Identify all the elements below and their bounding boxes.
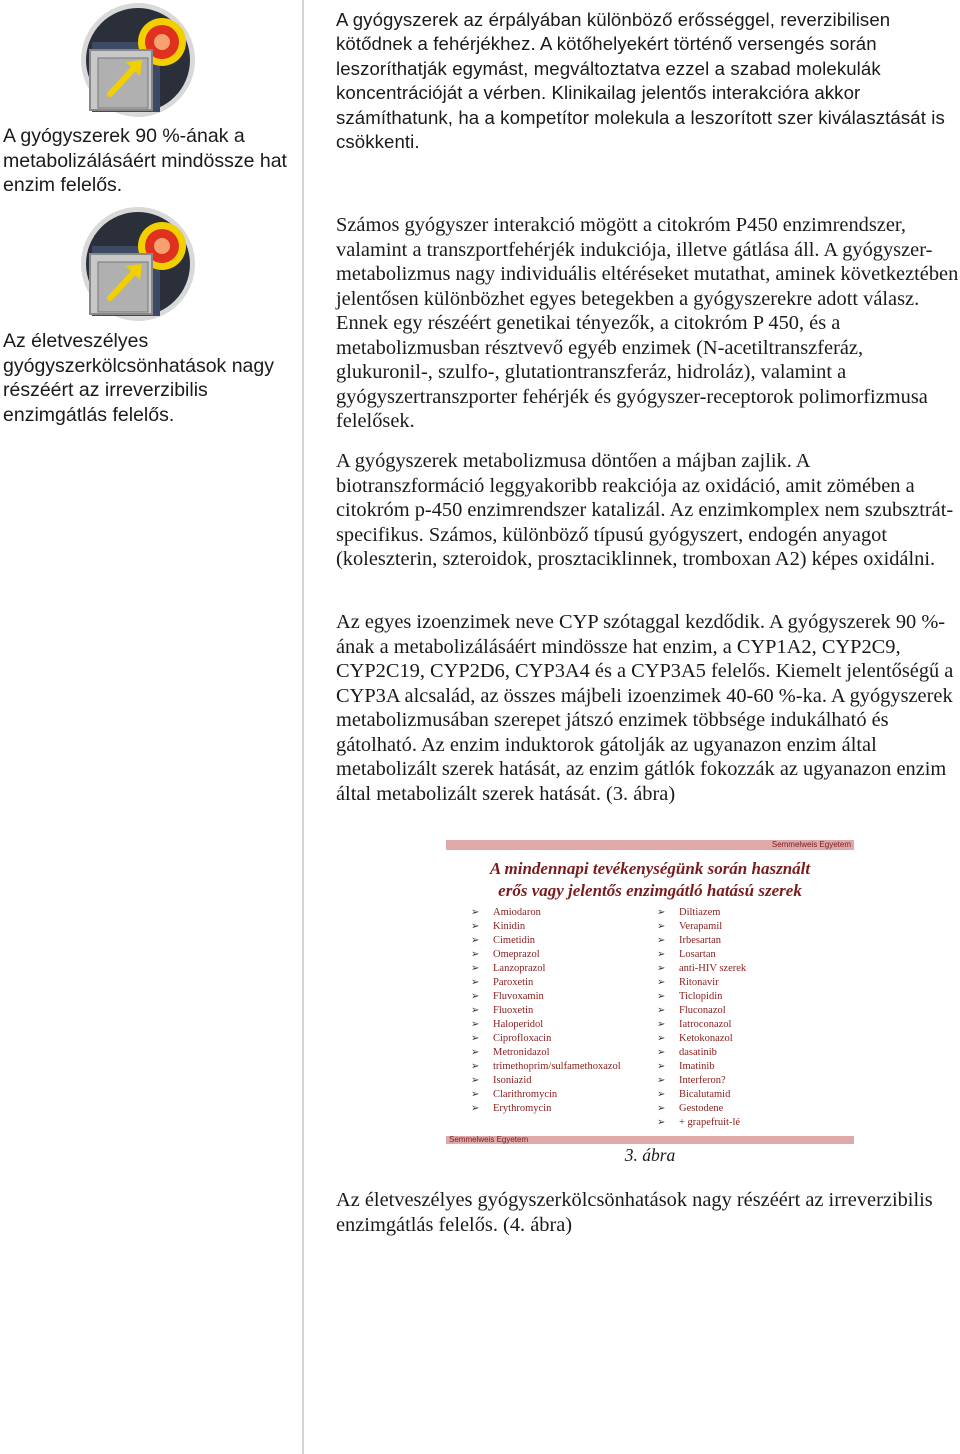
figure-list-right xyxy=(657,906,746,1130)
bullet-arrow-icon: ➢ xyxy=(471,1089,480,1100)
figure-list-item xyxy=(657,1102,746,1116)
paragraph-cyp-isoenzymes: Az egyes izoenzimek neve CYP szótaggal kezdődik. A gyógyszerek 90 %-ának a metabolizálásáért mindössze hat enzim, a CYP1A2, CYP2C9, CYP2C19, CYP2D6, CYP3A4 és a CYP3A5 felelős. Kiemelt jelentőségű a CYP3A alcsalád, az összes májbeli izoenzimek 40-60 %-ka. A gyógyszerek metabolizmusában szerepet játszó enzimek többsége indukálható és gátolható. Az enzim induktorok gátolják az ugyanazon enzim által metabolizált szerek hatását, az enzim gátlók fokozzák az ugyanazon enzim által metabolizált szerek hatását. (3. ábra) xyxy=(336,611,954,805)
figure-list-item xyxy=(471,920,621,934)
bullet-arrow-icon: ➢ xyxy=(657,1117,666,1128)
figure-list-item-label: Ritonavir xyxy=(679,977,719,988)
figure-list-item-label: Ketokonazol xyxy=(679,1033,733,1044)
figure-list-item xyxy=(657,1060,746,1074)
figure-list-item xyxy=(471,1074,621,1088)
figure-title-line-2: erős vagy jelentős enzimgátló hatású szerek xyxy=(498,881,802,900)
bullet-arrow-icon: ➢ xyxy=(657,977,666,988)
figure-list-item xyxy=(471,962,621,976)
figure-list-item xyxy=(471,976,621,990)
figure-list-item-label: Imatinib xyxy=(679,1061,715,1072)
bullet-arrow-icon: ➢ xyxy=(471,1075,480,1086)
figure-list-item xyxy=(657,1032,746,1046)
figure-list-item xyxy=(471,1088,621,1102)
figure-list-item xyxy=(657,906,746,920)
bullet-arrow-icon: ➢ xyxy=(471,1033,480,1044)
figure-list-item-label: Omeprazol xyxy=(493,949,540,960)
figure-list-item xyxy=(657,1018,746,1032)
figure-list-item-label: Isoniazid xyxy=(493,1075,532,1086)
bullet-arrow-icon: ➢ xyxy=(657,935,666,946)
figure-list-item-label: Interferon? xyxy=(679,1075,726,1086)
figure-list-item-label: Cimetidin xyxy=(493,935,535,946)
bullet-arrow-icon: ➢ xyxy=(657,963,666,974)
figure-list-item-label: Haloperidol xyxy=(493,1019,544,1030)
bullet-arrow-icon: ➢ xyxy=(471,963,480,974)
figure-enzyme-inhibitors xyxy=(446,838,854,1148)
figure-list-item-label: Fluoxetin xyxy=(493,1005,534,1016)
figure-list-item-label: Ticlopidin xyxy=(679,991,723,1002)
figure-list-item xyxy=(657,1004,746,1018)
column-divider xyxy=(302,0,304,1454)
paragraph-protein-binding: A gyógyszerek az érpályában különböző erősséggel, reverzibilisen kötődnek a fehérjékhez. A kötőhelyekért történő versengés során leszoríthatják egymást, megváltoztatva ezzel a szabad molekulák koncentrációját a vérben. Klinikailag jelentős interakcióra akkor számíthatunk, ha a kompetítor molekula a leszorított szer kiválasztását is csökkenti. xyxy=(336,9,945,153)
bullet-arrow-icon: ➢ xyxy=(657,1061,666,1072)
figure-list-item-label: Amiodaron xyxy=(493,907,541,918)
bullet-arrow-icon: ➢ xyxy=(657,921,666,932)
figure-list-item-label: Clarithromycin xyxy=(493,1089,558,1100)
paragraph-irreversible-inhibition: Az életveszélyes gyógyszerkölcsönhatások nagy részéért az irreverzibilis enzimgátlás felelős. (4. ábra) xyxy=(336,1189,933,1236)
bullet-arrow-icon: ➢ xyxy=(471,949,480,960)
figure-list-item xyxy=(657,1088,746,1102)
bullet-arrow-icon: ➢ xyxy=(471,921,480,932)
bullet-arrow-icon: ➢ xyxy=(657,1075,666,1086)
paragraph-liver-metabolism: A gyógyszerek metabolizmusa döntően a májban zajlik. A biotranszformáció leggyakoribb reakciója az oxidáció, amit zömében a citokróm p-450 enzimrendszer katalizál. Az enzimkomplex nem szubsztrát- specifikus. Számos, különböző típusú gyógyszert, endogén anyagot (koleszterin, szteroidok, prosztaciklinnek, tromboxan A2) képes oxidálni. xyxy=(336,450,954,570)
figure-list-item-label: Losartan xyxy=(679,949,716,960)
bullet-arrow-icon: ➢ xyxy=(657,1019,666,1030)
figure-list-item-label: Verapamil xyxy=(679,921,723,932)
bullet-arrow-icon: ➢ xyxy=(657,1089,666,1100)
figure-list-item-label: Ciprofloxacin xyxy=(493,1033,552,1044)
figure-list-item-label: anti-HIV szerek xyxy=(679,963,747,974)
bullet-arrow-icon: ➢ xyxy=(657,1103,666,1114)
bullet-arrow-icon: ➢ xyxy=(471,1103,480,1114)
bullet-arrow-icon: ➢ xyxy=(471,977,480,988)
figure-list-item xyxy=(657,1046,746,1060)
figure-list-item-label: trimethoprim/sulfamethoxazol xyxy=(493,1061,621,1072)
figure-list-item-label: dasatinib xyxy=(679,1047,717,1058)
figure-list-item xyxy=(471,990,621,1004)
figure-footer-label: Semmelweis Egyetem xyxy=(449,1135,529,1144)
figure-list-left xyxy=(471,906,621,1116)
figure-list-item xyxy=(657,920,746,934)
figure-list-item xyxy=(471,934,621,948)
figure-header-bar xyxy=(446,840,854,850)
margin-notes xyxy=(0,0,296,1454)
paragraph-p450-interactions: Számos gyógyszer interakció mögött a citokróm P450 enzimrendszer, valamint a transzportfehérjék indukciója, illetve gátlása áll. A gyógyszer-metabolizmus nagy individuális eltéréseket mutathat, aminek következtében jelentősen különbözhet egyes betegekben a gyógyszerekre adott válasz. Ennek egy részéért genetikai tényezők, a citokróm P 450, és a metabolizmusban résztvevő egyéb enzimek (N-acetiltranszferáz, glukuronil-, szulfo-, glutationtranszferáz, hidroláz), valamint a gyógyszertranszporter fehérjék és gyógyszer-receptorok polimorfizmusa felelősek. xyxy=(336,214,959,432)
figure-list-item xyxy=(471,1046,621,1060)
figure-list-item xyxy=(471,1102,621,1116)
figure-list-item-label: Fluvoxamin xyxy=(493,991,544,1002)
figure-list-item-label: Bicalutamid xyxy=(679,1089,731,1100)
figure-list-item xyxy=(657,976,746,990)
figure-caption: 3. ábra xyxy=(624,1145,676,1165)
figure-list-item-label: + grapefruit-lé xyxy=(679,1117,741,1128)
figure-list-item xyxy=(657,948,746,962)
figure-list-item xyxy=(657,934,746,948)
note-pin-icon xyxy=(80,206,196,322)
bullet-arrow-icon: ➢ xyxy=(657,949,666,960)
bullet-arrow-icon: ➢ xyxy=(471,1047,480,1058)
figure-list-item xyxy=(471,906,621,920)
bullet-arrow-icon: ➢ xyxy=(471,1005,480,1016)
figure-list-item xyxy=(657,990,746,1004)
bullet-arrow-icon: ➢ xyxy=(471,907,480,918)
bullet-arrow-icon: ➢ xyxy=(471,991,480,1002)
figure-title-line-1: A mindennapi tevékenységünk során használt xyxy=(489,859,811,878)
figure-title xyxy=(446,858,854,902)
bullet-arrow-icon: ➢ xyxy=(657,991,666,1002)
figure-list-item xyxy=(471,1018,621,1032)
bullet-arrow-icon: ➢ xyxy=(657,1033,666,1044)
side-note-2: Az életveszélyes gyógyszerkölcsönhatások nagy részéért az irreverzibilis enzimgátlás felelős. xyxy=(3,330,274,426)
bullet-arrow-icon: ➢ xyxy=(657,1047,666,1058)
figure-list-item-label: Iatroconazol xyxy=(679,1019,732,1030)
bullet-arrow-icon: ➢ xyxy=(471,1019,480,1030)
bullet-arrow-icon: ➢ xyxy=(471,1061,480,1072)
side-note-1: A gyógyszerek 90 %-ának a metabolizálásáért mindössze hat enzim felelős. xyxy=(3,125,287,196)
figure-list-item xyxy=(657,962,746,976)
figure-list-item-label: Diltiazem xyxy=(679,907,721,918)
figure-list-item xyxy=(471,1004,621,1018)
bullet-arrow-icon: ➢ xyxy=(471,935,480,946)
figure-list-item-label: Irbesartan xyxy=(679,935,721,946)
figure-list-item-label: Erythromycin xyxy=(493,1103,552,1114)
figure-list-item xyxy=(657,1074,746,1088)
figure-list-item xyxy=(471,1032,621,1046)
bullet-arrow-icon: ➢ xyxy=(657,907,666,918)
figure-list-item xyxy=(471,948,621,962)
figure-list-item-label: Kinidin xyxy=(493,921,526,932)
figure-list-item-label: Fluconazol xyxy=(679,1005,726,1016)
figure-list-item xyxy=(657,1116,746,1130)
figure-header-label: Semmelweis Egyetem xyxy=(771,840,851,849)
figure-footer-bar xyxy=(446,1136,854,1144)
figure-list-item-label: Lanzoprazol xyxy=(493,963,546,974)
figure-list-item xyxy=(471,1060,621,1074)
bullet-arrow-icon: ➢ xyxy=(657,1005,666,1016)
figure-list-item-label: Gestodene xyxy=(679,1103,724,1114)
figure-list-item-label: Paroxetin xyxy=(493,977,534,988)
figure-list-item-label: Metronidazol xyxy=(493,1047,550,1058)
note-pin-icon xyxy=(80,2,196,118)
